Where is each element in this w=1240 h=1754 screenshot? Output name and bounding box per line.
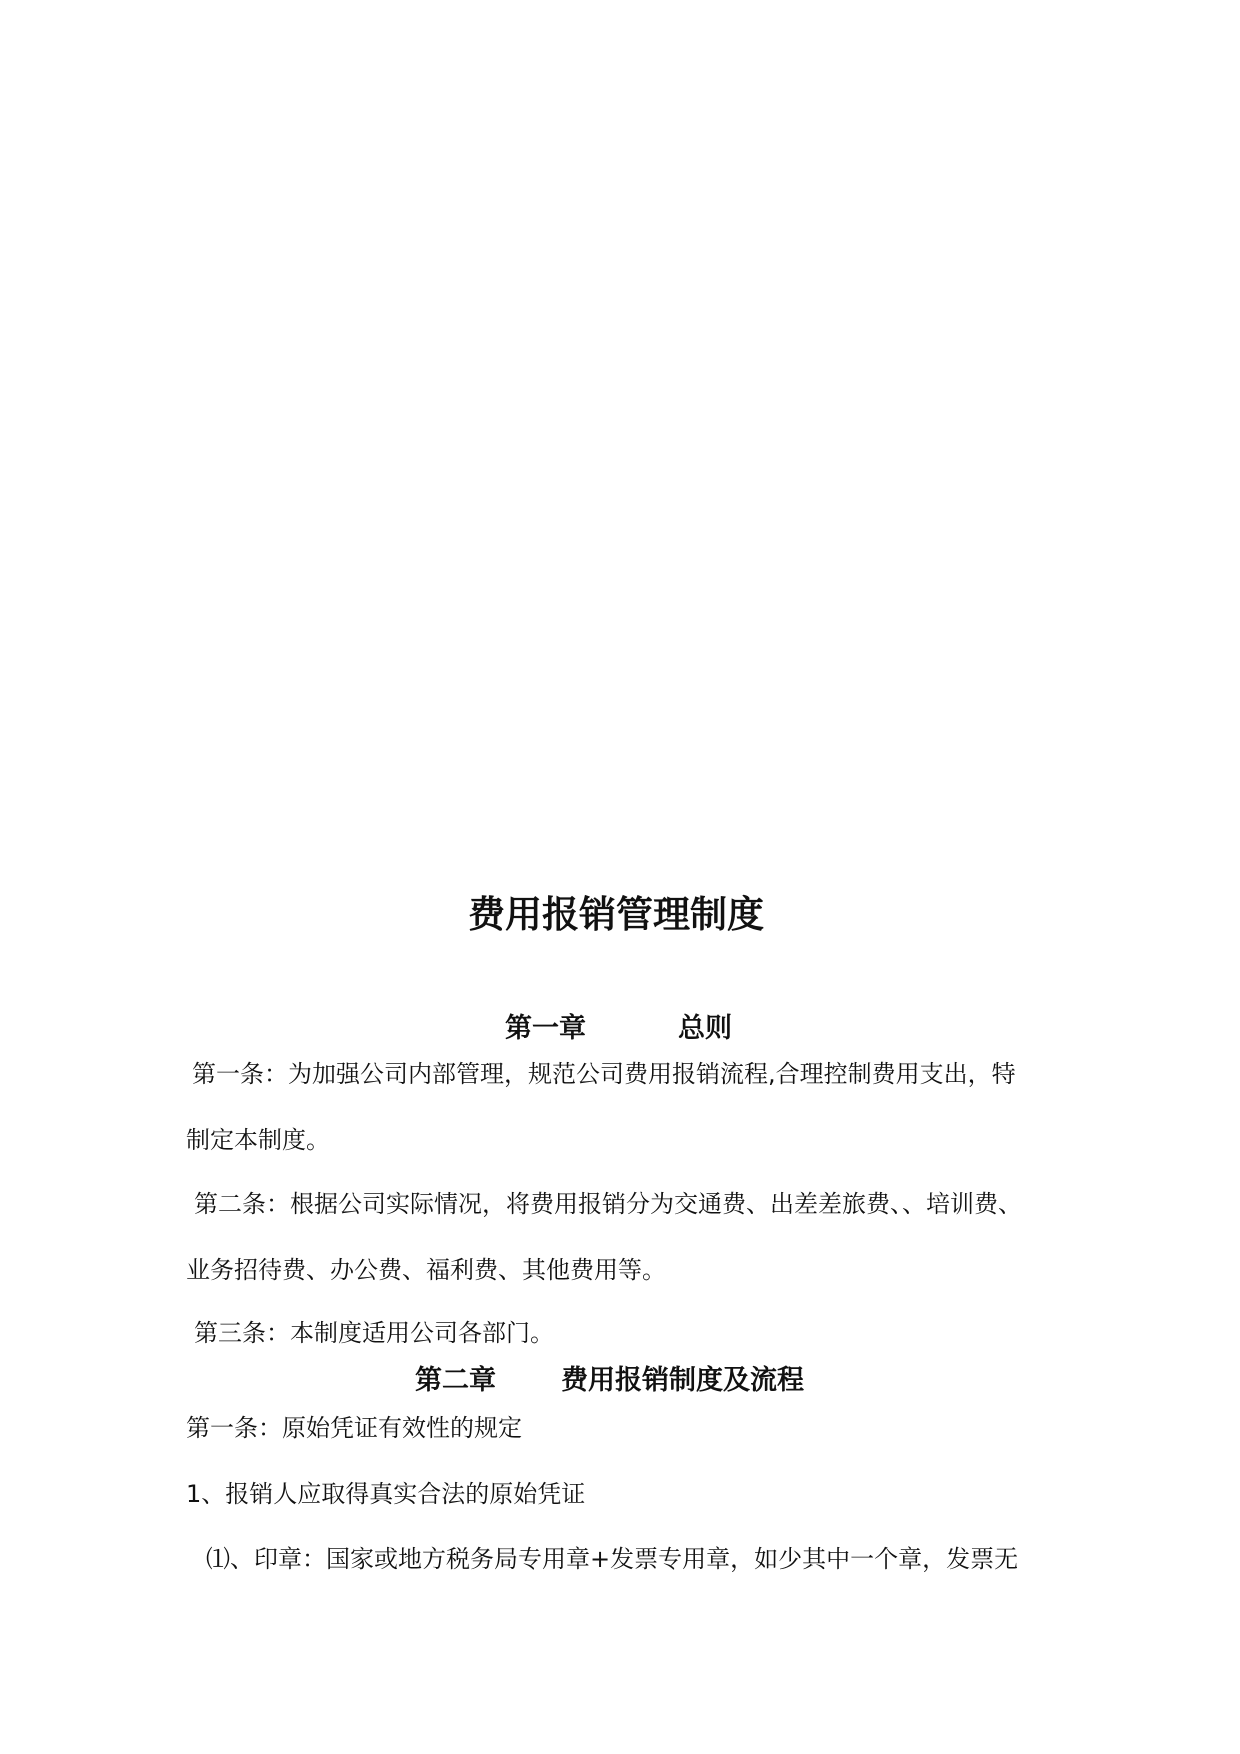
c1-article-2-line-2: 业务招待费、办公费、福利费、其他费用等。 <box>186 1256 666 1284</box>
c2-item-1: 1、报销人应取得真实合法的原始凭证 <box>186 1480 586 1508</box>
chapter-1-label: 第一章 <box>505 1013 586 1044</box>
chapter-2-label: 第二章 <box>415 1365 496 1396</box>
c2-item-1-sub-1: ⑴、印章：国家或地方税务局专用章+发票专用章，如少其中一个章，发票无 <box>206 1545 1019 1573</box>
document-title: 费用报销管理制度 <box>468 893 764 936</box>
c1-article-2-line-1: 第二条：根据公司实际情况，将费用报销分为交通费、出差差旅费、、培训费、 <box>194 1190 1022 1218</box>
chapter-1-name: 总则 <box>678 1013 732 1044</box>
c2-article-1: 第一条：原始凭证有效性的规定 <box>186 1414 522 1442</box>
c1-article-1-line-2: 制定本制度。 <box>186 1126 330 1154</box>
c1-article-3: 第三条：本制度适用公司各部门。 <box>194 1319 554 1347</box>
c1-article-1-line-1: 第一条：为加强公司内部管理，规范公司费用报销流程,合理控制费用支出，特 <box>192 1060 1016 1088</box>
chapter-2-name: 费用报销制度及流程 <box>561 1365 804 1396</box>
